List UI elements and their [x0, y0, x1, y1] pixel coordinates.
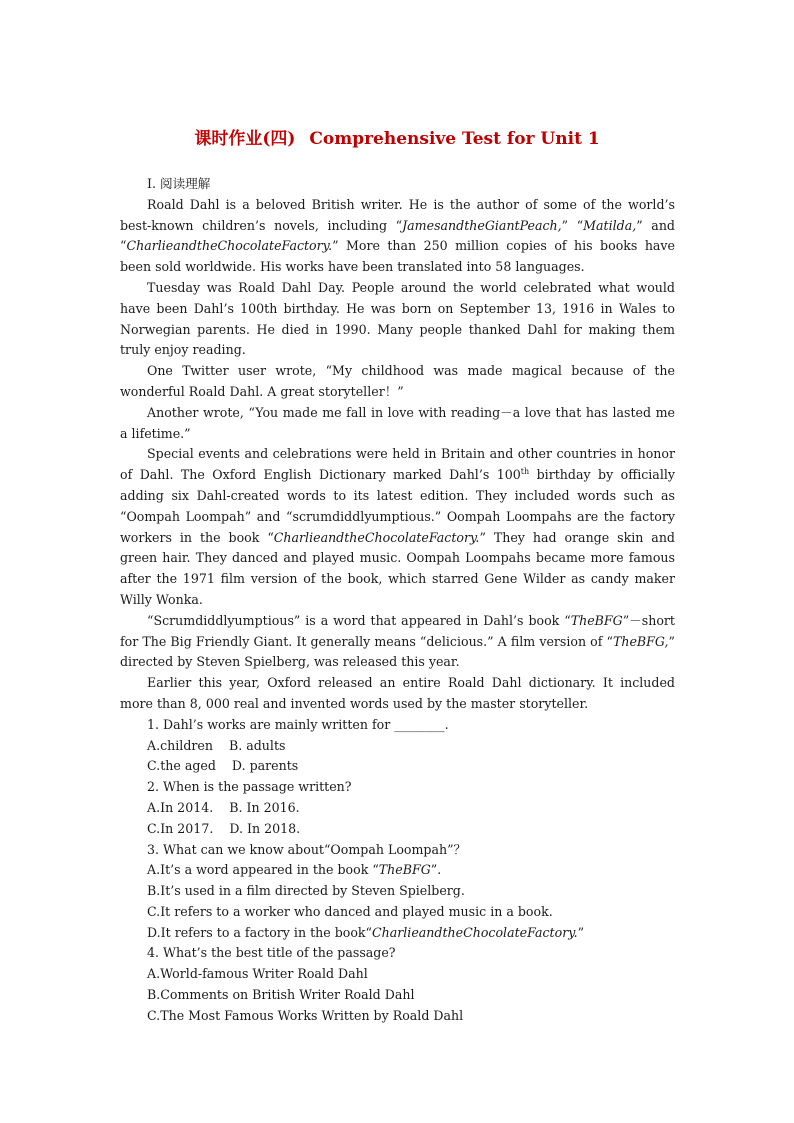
page-title: [0, 124, 794, 149]
question-1-options-ab: A.children B. adults: [147, 737, 286, 753]
book-title: TheBFG,: [612, 633, 669, 649]
question-4-option-b: B.Comments on British Writer Roald Dahl: [147, 987, 415, 1003]
question-3-option-c: C.It refers to a worker who danced and played music in a book.: [147, 903, 553, 919]
paragraph-3: One Twitter user wrote, “My childhood was made magical because of the wonderful Roald Dahl. A great storyteller！”: [120, 363, 675, 399]
book-title: CharlieandtheChocolateFactory.: [273, 529, 480, 545]
book-title: CharlieandtheChocolateFactory.: [126, 238, 333, 254]
question-1-options-cd: C.the aged D. parents: [147, 758, 299, 774]
book-title: TheBFG: [570, 612, 623, 628]
question-3: 3. What can we know about“Oompah Loompah”？: [147, 841, 467, 857]
paragraph-2: Tuesday was Roald Dahl Day. People around the world celebrated what would have been Dahl’s 100th birthday. He was born on September 13, 1916 in Wales to Norwegian parents. He died in 1990. Many people thanked Dahl for making them truly enjoy reading.: [120, 279, 675, 358]
title-english: Comprehensive Test for Unit 1: [309, 129, 600, 149]
book-title: Matilda,: [583, 217, 637, 233]
question-2: 2. When is the passage written?: [147, 779, 352, 795]
document-body: [120, 174, 675, 1027]
section-heading: Ⅰ. 阅读理解: [147, 176, 211, 191]
book-title: JamesandtheGiantPeach,: [402, 217, 562, 233]
question-4: 4. What’s the best title of the passage?: [147, 945, 396, 961]
paragraph-5: Special events and celebrations were held in Britain and other countries in honor of Dahl. The Oxford English Dictionary marked Dahl’s 100th birthday by officially adding six Dahl-created words to its latest edition. They included words such as “Oompah Loompah” and “scrumdiddlyumptious.” Oompah Loompahs are the factory workers in the book “CharlieandtheChocolateFactory.” They had orange skin and green hair. They danced and played music. Oompah Loompahs became more famous after the 1971 film version of the book, which starred Gene Wilder as candy maker Willy Wonka.: [120, 446, 675, 607]
question-4-option-a: A.World-famous Writer Roald Dahl: [147, 966, 368, 982]
question-4-option-c: C.The Most Famous Works Written by Roald Dahl: [147, 1007, 464, 1023]
paragraph-1: Roald Dahl is a beloved British writer. He is the author of some of the world’s best-known children’s novels, including “JamesandtheGiantPeach,” “Matilda,” and “CharlieandtheChocolateFactory.” More than 250 million copies of his books have been sold worldwide. His works have been translated into 58 languages.: [120, 196, 675, 275]
paragraph-6: “Scrumdiddlyumptious” is a word that appeared in Dahl’s book “TheBFG”－short for The Big Friendly Giant. It generally means “delicious.” A film version of “TheBFG,” directed by Steven Spielberg, was released this year.: [120, 612, 675, 670]
paragraph-7: Earlier this year, Oxford released an entire Roald Dahl dictionary. It included more than 8, 000 real and invented words used by the master storyteller.: [120, 675, 675, 711]
question-3-option-b: B.It’s used in a film directed by Steven Spielberg.: [147, 883, 465, 899]
title-chinese: 课时作业(四): [194, 129, 296, 149]
paragraph-4: Another wrote, “You made me fall in love with reading－a love that has lasted me a lifetime.”: [120, 404, 675, 441]
question-3-option-a: A.It’s a word appeared in the book “TheBFG”.: [147, 862, 442, 878]
question-2-options-ab: A.In 2014. B. In 2016.: [147, 799, 300, 815]
question-2-options-cd: C.In 2017. D. In 2018.: [147, 820, 301, 836]
question-3-option-d: D.It refers to a factory in the book“CharlieandtheChocolateFactory.”: [147, 924, 585, 940]
question-1: 1. Dahl’s works are mainly written for ________.: [147, 716, 449, 732]
